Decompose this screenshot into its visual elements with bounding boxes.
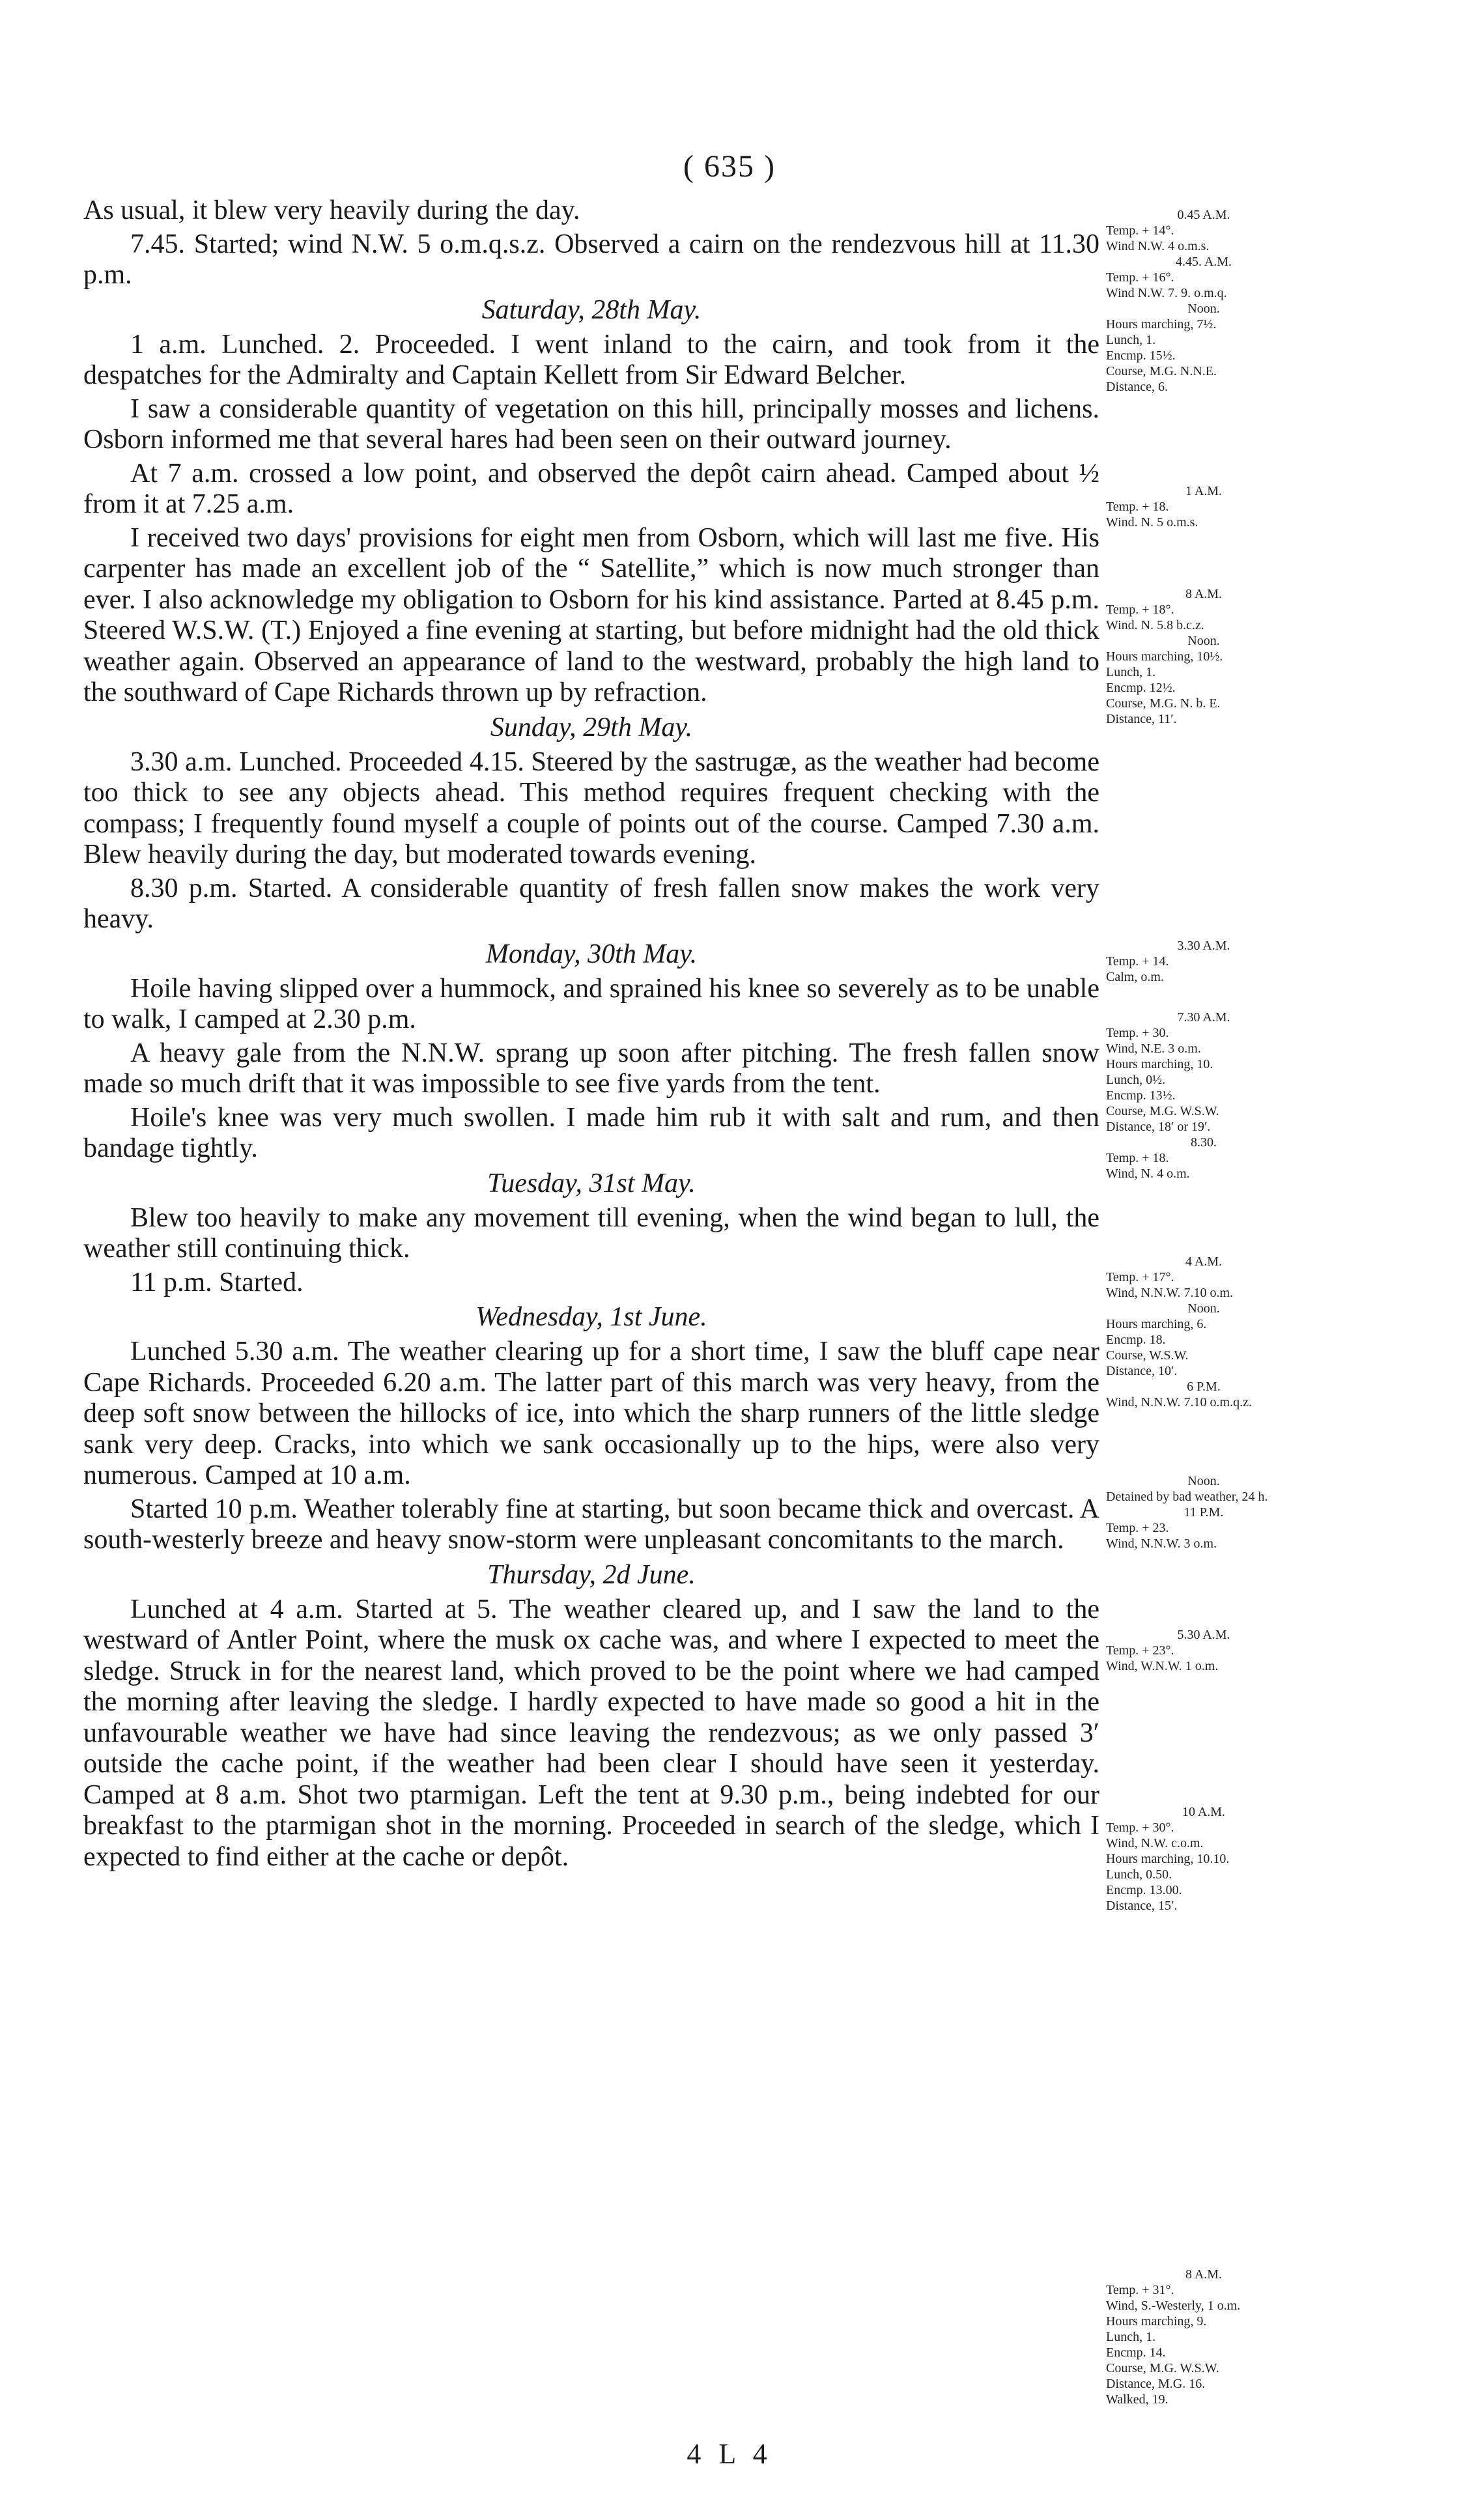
paragraph: Hoile's knee was very much swollen. I made him rub it with salt and rum, and then bandage tightly. bbox=[83, 1102, 1099, 1163]
signature-mark: 4 L 4 bbox=[687, 2438, 772, 2470]
paragraph: 7.45. Started; wind N.W. 5 o.m.q.s.z. Observed a cairn on the rendezvous hill at 11.30 p.m. bbox=[83, 229, 1099, 290]
margin-line: Temp. + 31°. bbox=[1106, 2283, 1174, 2297]
margin-note bbox=[1106, 1627, 1301, 1674]
date-heading: Wednesday, 1st June. bbox=[475, 1302, 707, 1332]
margin-line: Walked, 19. bbox=[1106, 2392, 1169, 2407]
margin-note bbox=[1106, 2267, 1301, 2407]
paragraph: I saw a considerable quantity of vegetation on this hill, principally mosses and lichens. Osborn informed me that several hares had been seen on their outward journey. bbox=[83, 393, 1099, 455]
margin-line: 3.30 A.M. bbox=[1177, 939, 1230, 953]
margin-line: Temp. + 18°. bbox=[1106, 602, 1174, 617]
margin-line: Wind. N. 5.8 b.c.z. bbox=[1106, 618, 1204, 632]
paragraph: 8.30 p.m. Started. A considerable quantity of fresh fallen snow makes the work very heavy. bbox=[83, 873, 1099, 934]
margin-line: Wind, N.E. 3 o.m. bbox=[1106, 1041, 1201, 1056]
margin-line: Lunch, 0.50. bbox=[1106, 1867, 1172, 1882]
margin-line: 11 P.M. bbox=[1183, 1505, 1224, 1520]
margin-line: Course, M.G. W.S.W. bbox=[1106, 2361, 1219, 2375]
paragraph: 1 a.m. Lunched. 2. Proceeded. I went inland to the cairn, and took from it the despatches for the Admiralty and Captain Kellett from Sir Edward Belcher. bbox=[83, 329, 1099, 390]
paragraph: I received two days' provisions for eight men from Osborn, which will last me five. His carpenter has made an excellent job of the “ Satellite,” which is now much stronger than ever. I also acknowledge my obligation to Osborn for his kind assistance. Parted at 8.45 p.m. Steered W.S.W. (T.) Enjoyed a fine evening at starting, but before midnight had the old thick weather again. Observed an appearance of land to the westward, probably the high land to the southward of Cape Richards thrown up by refraction. bbox=[83, 522, 1099, 707]
margin-line: Hours marching, 10.10. bbox=[1106, 1852, 1230, 1866]
margin-note bbox=[1106, 207, 1301, 395]
margin-line: Distance, 6. bbox=[1106, 380, 1168, 394]
margin-line: Noon. bbox=[1187, 634, 1220, 648]
margin-line: Noon. bbox=[1187, 302, 1220, 316]
date-heading: Thursday, 2d June. bbox=[487, 1559, 696, 1590]
margin-line: Lunch, 1. bbox=[1106, 665, 1156, 679]
margin-line: Hours marching, 6. bbox=[1106, 1317, 1207, 1331]
margin-line: 4.45. A.M. bbox=[1175, 255, 1232, 269]
margin-note bbox=[1106, 1254, 1301, 1410]
margin-line: Wind, N.N.W. 3 o.m. bbox=[1106, 1536, 1217, 1551]
margin-line: Noon. bbox=[1187, 1301, 1220, 1316]
margin-line: 1 A.M. bbox=[1185, 484, 1223, 498]
margin-line: Temp. + 18. bbox=[1106, 500, 1169, 514]
date-heading: Monday, 30th May. bbox=[485, 939, 698, 969]
paragraph: Lunched 5.30 a.m. The weather clearing up for a short time, I saw the bluff cape near Cape Richards. Proceeded 6.20 a.m. The latter part of this march was very heavy, from the deep soft snow between the hillocks of ice, into which the sharp runners of the little sledge sank very deep. Cracks, into which we sank occasionally up to the hips, were also very numerous. Camped at 10 a.m. bbox=[83, 1337, 1099, 1490]
margin-line: Lunch, 1. bbox=[1106, 333, 1156, 347]
margin-line: 0.45 A.M. bbox=[1177, 208, 1230, 222]
margin-line: Wind, N.N.W. 7.10 o.m. bbox=[1106, 1286, 1234, 1300]
margin-line: 8 A.M. bbox=[1185, 2267, 1223, 2282]
paragraph: As usual, it blew very heavily during the day. bbox=[83, 195, 580, 225]
margin-line: Temp. + 16°. bbox=[1106, 270, 1174, 285]
margin-line: Distance, M.G. 16. bbox=[1106, 2377, 1206, 2391]
margin-note bbox=[1106, 586, 1301, 727]
date-heading: Sunday, 29th May. bbox=[490, 712, 693, 743]
margin-note bbox=[1106, 483, 1301, 530]
paragraph: At 7 a.m. crossed a low point, and observed the depôt cairn ahead. Camped about ½ from it at 7.25 a.m. bbox=[83, 458, 1099, 519]
margin-line: Calm, o.m. bbox=[1106, 970, 1164, 984]
journal-body bbox=[83, 195, 1099, 1875]
margin-line: Wind N.W. 7. 9. o.m.q. bbox=[1106, 286, 1227, 300]
paragraph: Blew too heavily to make any movement till evening, when the wind began to lull, the weather still continuing thick. bbox=[83, 1202, 1099, 1264]
margin-line: Distance, 18′ or 19′. bbox=[1106, 1120, 1211, 1134]
margin-line: Wind, N.W. c.o.m. bbox=[1106, 1836, 1204, 1850]
margin-line: Hours marching, 10½. bbox=[1106, 649, 1223, 664]
margin-line: Course, M.G. N. b. E. bbox=[1106, 696, 1221, 711]
margin-line: Temp. + 23. bbox=[1106, 1521, 1169, 1535]
margin-line: Encmp. 13.00. bbox=[1106, 1883, 1182, 1897]
margin-line: Distance, 11′. bbox=[1106, 712, 1177, 726]
margin-note bbox=[1106, 1473, 1301, 1551]
margin-line: Encmp. 15½. bbox=[1106, 348, 1176, 363]
margin-line: Hours marching, 9. bbox=[1106, 2314, 1207, 2329]
margin-line: Noon. bbox=[1187, 1474, 1220, 1488]
margin-line: Wind, S.-Westerly, 1 o.m. bbox=[1106, 2299, 1241, 2313]
margin-line: 8.30. bbox=[1191, 1135, 1217, 1150]
paragraph: Started 10 p.m. Weather tolerably fine at starting, but soon became thick and overcast. A south-westerly breeze and heavy snow-storm were unpleasant concomitants to the march. bbox=[83, 1494, 1099, 1555]
paragraph: Hoile having slipped over a hummock, and sprained his knee so severely as to be unable to walk, I camped at 2.30 p.m. bbox=[83, 973, 1099, 1034]
paragraph: 11 p.m. Started. bbox=[130, 1267, 304, 1297]
margin-line: Temp. + 14. bbox=[1106, 954, 1169, 969]
margin-note bbox=[1106, 938, 1301, 985]
margin-line: Course, M.G. N.N.E. bbox=[1106, 364, 1217, 378]
margin-line: 8 A.M. bbox=[1185, 587, 1223, 601]
margin-line: Temp. + 18. bbox=[1106, 1151, 1169, 1165]
margin-line: Detained by bad weather, 24 h. bbox=[1106, 1490, 1268, 1504]
margin-line: Hours marching, 7½. bbox=[1106, 317, 1217, 332]
margin-line: Wind. N. 5 o.m.s. bbox=[1106, 515, 1198, 530]
margin-line: Encmp. 12½. bbox=[1106, 681, 1176, 695]
margin-note bbox=[1106, 1010, 1301, 1182]
page-number: ( 635 ) bbox=[683, 149, 776, 184]
margin-line: Wind, N.N.W. 7.10 o.m.q.z. bbox=[1106, 1395, 1252, 1409]
margin-line: Temp. + 23°. bbox=[1106, 1643, 1174, 1658]
margin-line: 4 A.M. bbox=[1185, 1254, 1223, 1269]
margin-line: Temp. + 30°. bbox=[1106, 1820, 1174, 1835]
margin-line: 10 A.M. bbox=[1182, 1805, 1226, 1819]
margin-line: 5.30 A.M. bbox=[1177, 1628, 1230, 1642]
paragraph: Lunched at 4 a.m. Started at 5. The weather cleared up, and I saw the land to the westward of Antler Point, where the musk ox cache was, and where I expected to meet the sledge. Struck in for the nearest land, which proved to be the point where we had camped the morning after leaving the sledge. I hardly expected to have made so good a hit in the unfavourable weather we have had since leaving the rendezvous; as we only passed 3′ outside the cache point, if the weather had been clear I should have seen it yesterday. Camped at 8 a.m. Shot two ptarmigan. Left the tent at 9.30 p.m., being indebted for our breakfast to the ptarmigan shot in the morning. Proceeded in search of the sledge, which I expected to find either at the cache or depôt. bbox=[83, 1594, 1099, 1872]
margin-line: Wind, W.N.W. 1 o.m. bbox=[1106, 1659, 1219, 1673]
margin-line: Distance, 10′. bbox=[1106, 1364, 1178, 1378]
margin-note bbox=[1106, 1804, 1301, 1914]
margin-line: Course, M.G. W.S.W. bbox=[1106, 1104, 1219, 1118]
margin-line: Encmp. 14. bbox=[1106, 2345, 1166, 2360]
margin-line: Lunch, 0½. bbox=[1106, 1073, 1166, 1087]
margin-line: 7.30 A.M. bbox=[1177, 1010, 1230, 1025]
margin-line: Wind, N. 4 o.m. bbox=[1106, 1167, 1190, 1181]
date-heading: Tuesday, 31st May. bbox=[487, 1168, 696, 1198]
paragraph: 3.30 a.m. Lunched. Proceeded 4.15. Steered by the sastrugæ, as the weather had become too thick to see any objects ahead. This method requires frequent checking with the compass; I frequently found myself a couple of points out of the course. Camped 7.30 a.m. Blew heavily during the day, but moderated towards evening. bbox=[83, 746, 1099, 870]
margin-line: Temp. + 30. bbox=[1106, 1026, 1169, 1040]
margin-line: Temp. + 14°. bbox=[1106, 223, 1174, 238]
date-heading: Saturday, 28th May. bbox=[481, 294, 701, 325]
margin-line: Encmp. 18. bbox=[1106, 1333, 1166, 1347]
margin-line: Encmp. 13½. bbox=[1106, 1088, 1176, 1103]
margin-line: Hours marching, 10. bbox=[1106, 1057, 1213, 1071]
margin-line: Lunch, 1. bbox=[1106, 2330, 1156, 2344]
margin-line: Course, W.S.W. bbox=[1106, 1348, 1189, 1363]
paragraph: A heavy gale from the N.N.W. sprang up soon after pitching. The fresh fallen snow made so much drift that it was impossible to see five yards from the tent. bbox=[83, 1038, 1099, 1099]
margin-line: 6 P.M. bbox=[1187, 1380, 1221, 1394]
margin-line: Wind N.W. 4 o.m.s. bbox=[1106, 239, 1210, 253]
margin-line: Distance, 15′. bbox=[1106, 1899, 1178, 1913]
margin-line: Temp. + 17°. bbox=[1106, 1270, 1174, 1284]
